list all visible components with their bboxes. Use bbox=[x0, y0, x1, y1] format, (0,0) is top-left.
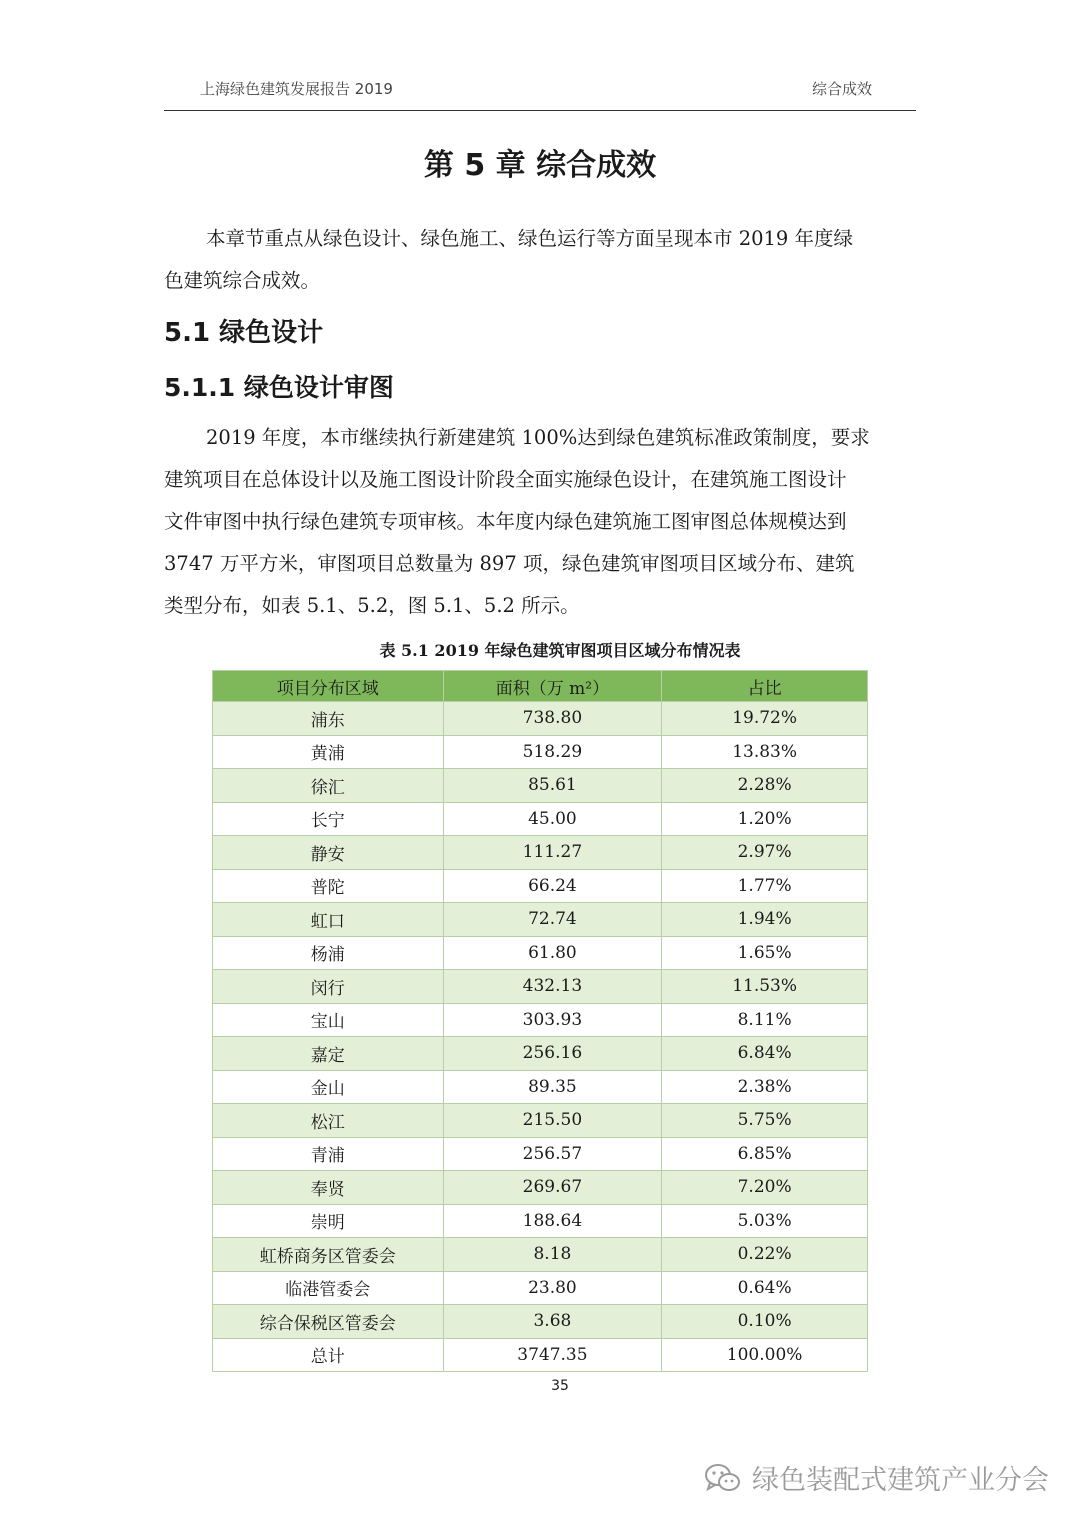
table-row bbox=[213, 1171, 868, 1205]
cell-area: 23.80 bbox=[443, 1271, 662, 1305]
watermark-text: 绿色装配式建筑产业分会 bbox=[752, 1465, 1049, 1496]
cell-share: 2.28% bbox=[662, 769, 868, 803]
cell-share: 6.84% bbox=[662, 1037, 868, 1071]
cell-area: 45.00 bbox=[443, 802, 662, 836]
cell-share: 11.53% bbox=[662, 970, 868, 1004]
body-line: 建筑项目在总体设计以及施工图设计阶段全面实施绿色设计，在建筑施工图设计 bbox=[164, 468, 847, 491]
cell-share: 19.72% bbox=[662, 702, 868, 736]
cell-share: 0.64% bbox=[662, 1271, 868, 1305]
cell-region: 青浦 bbox=[213, 1137, 444, 1171]
table-row bbox=[213, 836, 868, 870]
cell-area: 518.29 bbox=[443, 735, 662, 769]
cell-share: 2.38% bbox=[662, 1070, 868, 1104]
cell-region: 浦东 bbox=[213, 702, 444, 736]
cell-area: 8.18 bbox=[443, 1238, 662, 1272]
table-row bbox=[213, 1137, 868, 1171]
cell-region: 松江 bbox=[213, 1104, 444, 1138]
table-row bbox=[213, 802, 868, 836]
subsection-heading: 5.1.1 绿色设计审图 bbox=[164, 373, 394, 402]
cell-share: 1.77% bbox=[662, 869, 868, 903]
cell-region: 金山 bbox=[213, 1070, 444, 1104]
cell-region: 长宁 bbox=[213, 802, 444, 836]
cell-region: 嘉定 bbox=[213, 1037, 444, 1071]
table-caption: 表 5.1 2019 年绿色建筑审图项目区域分布情况表 bbox=[379, 641, 741, 660]
cell-share: 0.10% bbox=[662, 1305, 868, 1339]
header-report-title: 上海绿色建筑发展报告 2019 bbox=[200, 80, 393, 98]
table-row bbox=[213, 735, 868, 769]
cell-region: 黄浦 bbox=[213, 735, 444, 769]
cell-region: 闵行 bbox=[213, 970, 444, 1004]
table-row bbox=[213, 1271, 868, 1305]
region-distribution-table bbox=[212, 670, 868, 1372]
cell-region: 虹桥商务区管委会 bbox=[213, 1238, 444, 1272]
cell-region: 奉贤 bbox=[213, 1171, 444, 1205]
body-line: 文件审图中执行绿色建筑专项审核。本年度内绿色建筑施工图审图总体规模达到 bbox=[164, 510, 847, 533]
cell-share: 1.65% bbox=[662, 936, 868, 970]
cell-region: 宝山 bbox=[213, 1003, 444, 1037]
page-number: 35 bbox=[551, 1378, 569, 1394]
cell-region: 临港管委会 bbox=[213, 1271, 444, 1305]
cell-area: 85.61 bbox=[443, 769, 662, 803]
cell-region: 杨浦 bbox=[213, 936, 444, 970]
chapter-title: 第 5 章 综合成效 bbox=[423, 148, 657, 183]
table-row bbox=[213, 1238, 868, 1272]
intro-line: 色建筑综合成效。 bbox=[164, 269, 321, 292]
column-header-share: 占比 bbox=[662, 671, 868, 702]
cell-area: 215.50 bbox=[443, 1104, 662, 1138]
table-row bbox=[213, 702, 868, 736]
wechat-icon bbox=[704, 1462, 742, 1494]
section-heading: 5.1 绿色设计 bbox=[164, 318, 324, 348]
cell-area: 432.13 bbox=[443, 970, 662, 1004]
cell-area: 256.16 bbox=[443, 1037, 662, 1071]
table-header-row bbox=[213, 671, 868, 702]
table-row bbox=[213, 1003, 868, 1037]
table-row bbox=[213, 1104, 868, 1138]
cell-area: 72.74 bbox=[443, 903, 662, 937]
header-section-name: 综合成效 bbox=[811, 80, 872, 98]
cell-share: 100.00% bbox=[662, 1338, 868, 1372]
table-body bbox=[213, 702, 868, 1372]
page-header bbox=[164, 74, 916, 111]
cell-area: 188.64 bbox=[443, 1204, 662, 1238]
table-row bbox=[213, 1204, 868, 1238]
column-header-region: 项目分布区域 bbox=[213, 671, 444, 702]
cell-area: 89.35 bbox=[443, 1070, 662, 1104]
table-row bbox=[213, 903, 868, 937]
cell-area: 66.24 bbox=[443, 869, 662, 903]
cell-area: 303.93 bbox=[443, 1003, 662, 1037]
table-row bbox=[213, 1305, 868, 1339]
cell-region: 崇明 bbox=[213, 1204, 444, 1238]
intro-paragraph bbox=[164, 218, 916, 302]
table-row bbox=[213, 1037, 868, 1071]
cell-area: 738.80 bbox=[443, 702, 662, 736]
watermark bbox=[704, 1458, 1049, 1497]
cell-region: 综合保税区管委会 bbox=[213, 1305, 444, 1339]
cell-share: 8.11% bbox=[662, 1003, 868, 1037]
table-row bbox=[213, 970, 868, 1004]
cell-region: 虹口 bbox=[213, 903, 444, 937]
body-line: 2019 年度，本市继续执行新建建筑 100%达到绿色建筑标准政策制度，要求 bbox=[206, 426, 870, 449]
table-row bbox=[213, 1338, 868, 1372]
cell-region: 静安 bbox=[213, 836, 444, 870]
cell-area: 3.68 bbox=[443, 1305, 662, 1339]
body-paragraph bbox=[164, 417, 916, 627]
cell-share: 7.20% bbox=[662, 1171, 868, 1205]
body-line: 3747 万平方米，审图项目总数量为 897 项，绿色建筑审图项目区域分布、建筑 bbox=[164, 552, 855, 575]
cell-share: 6.85% bbox=[662, 1137, 868, 1171]
table-row bbox=[213, 936, 868, 970]
cell-area: 3747.35 bbox=[443, 1338, 662, 1372]
cell-share: 5.03% bbox=[662, 1204, 868, 1238]
table-row bbox=[213, 769, 868, 803]
cell-area: 61.80 bbox=[443, 936, 662, 970]
cell-region: 徐汇 bbox=[213, 769, 444, 803]
cell-area: 256.57 bbox=[443, 1137, 662, 1171]
cell-region: 普陀 bbox=[213, 869, 444, 903]
cell-share: 13.83% bbox=[662, 735, 868, 769]
cell-share: 2.97% bbox=[662, 836, 868, 870]
cell-region: 总计 bbox=[213, 1338, 444, 1372]
intro-line: 本章节重点从绿色设计、绿色施工、绿色运行等方面呈现本市 2019 年度绿 bbox=[206, 227, 854, 250]
cell-area: 111.27 bbox=[443, 836, 662, 870]
column-header-area: 面积（万 m²） bbox=[443, 671, 662, 702]
cell-share: 5.75% bbox=[662, 1104, 868, 1138]
cell-share: 1.94% bbox=[662, 903, 868, 937]
table-row bbox=[213, 1070, 868, 1104]
body-line: 类型分布，如表 5.1、5.2，图 5.1、5.2 所示。 bbox=[164, 594, 580, 617]
table-row bbox=[213, 869, 868, 903]
cell-share: 1.20% bbox=[662, 802, 868, 836]
cell-share: 0.22% bbox=[662, 1238, 868, 1272]
cell-area: 269.67 bbox=[443, 1171, 662, 1205]
